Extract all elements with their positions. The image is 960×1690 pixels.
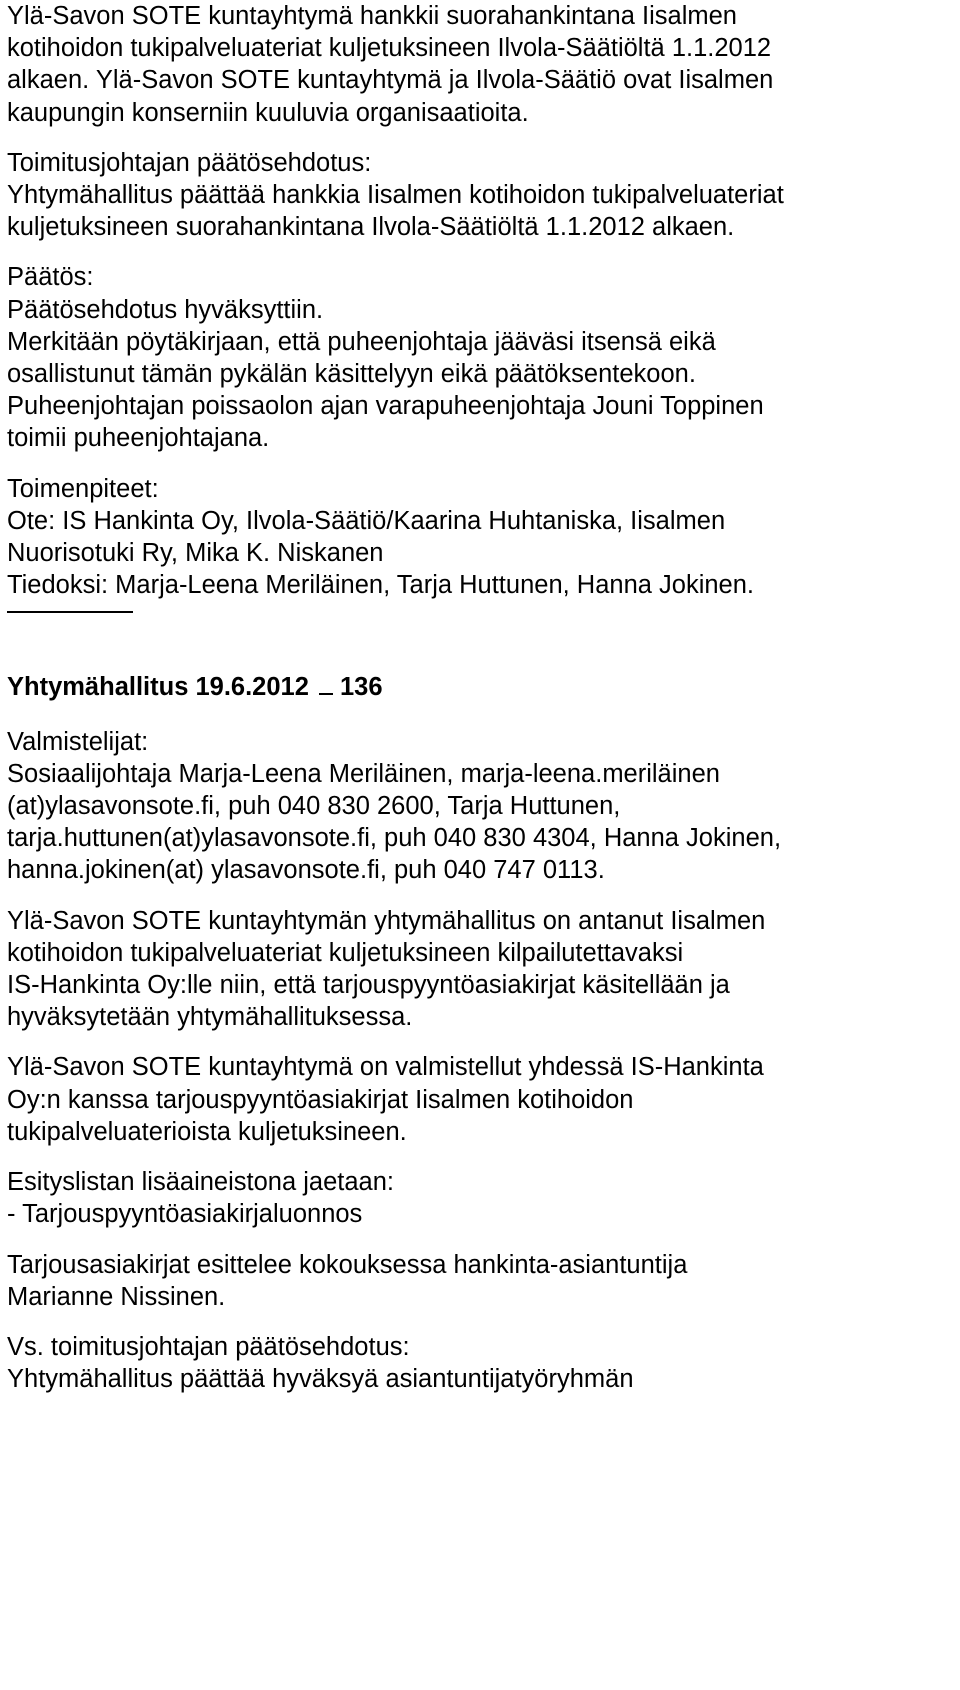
text-line: kotihoidon tukipalveluateriat kuljetuksineen Ilvola-Säätiöltä 1.1.2012: [7, 34, 772, 63]
text-line: Ylä-Savon SOTE kuntayhtymä on valmistellut yhdessä IS-Hankinta: [7, 1053, 764, 1082]
section-heading: Esityslistan lisäaineistona jaetaan:: [7, 1168, 394, 1197]
preparers-section: [7, 726, 952, 887]
section-heading: Päätös:: [7, 263, 94, 292]
text-line: alkaen. Ylä-Savon SOTE kuntayhtymä ja Ilvola-Säätiö ovat Iisalmen: [7, 66, 774, 95]
text-line: Yhtymähallitus päättää hyväksyä asiantuntijatyöryhmän: [7, 1365, 634, 1394]
text-line: IS-Hankinta Oy:lle niin, että tarjouspyyntöasiakirjat käsitellään ja: [7, 971, 730, 1000]
section-heading: Valmistelijat:: [7, 727, 149, 756]
section-number: 136: [340, 673, 383, 702]
text-line: hanna.jokinen(at) ylasavonsote.fi, puh 040 747 0113.: [7, 856, 605, 885]
text-line: Tarjousasiakirjat esittelee kokouksessa hankinta-asiantuntija: [7, 1250, 688, 1279]
text-line: Ote: IS Hankinta Oy, Ilvola-Säätiö/Kaarina Huhtaniska, Iisalmen: [7, 506, 726, 535]
paragraph-1: [7, 905, 952, 1034]
paragraph-3: [7, 1249, 952, 1313]
section-heading: Toimitusjohtajan päätösehdotus:: [7, 148, 372, 177]
text-line: Ylä-Savon SOTE kuntayhtymän yhtymähallitus on antanut Iisalmen: [7, 906, 766, 935]
list-item: - Tarjouspyyntöasiakirjaluonnos: [7, 1200, 363, 1229]
attachments-section: [7, 1166, 952, 1230]
text-line: Puheenjohtajan poissaolon ajan varapuheenjohtaja Jouni Toppinen: [7, 392, 764, 421]
text-line: Merkitään pöytäkirjaan, että puheenjohtaja jääväsi itsensä eikä: [7, 327, 716, 356]
text-line: Päätösehdotus hyväksyttiin.: [7, 295, 324, 324]
text-line: Yhtymähallitus päättää hankkia Iisalmen kotihoidon tukipalveluateriat: [7, 181, 784, 210]
meeting-title: Yhtymähallitus 19.6.2012: [7, 673, 309, 702]
text-line: toimii puheenjohtajana.: [7, 424, 270, 453]
section-heading: Vs. toimitusjohtajan päätösehdotus:: [7, 1332, 410, 1361]
text-line: Oy:n kanssa tarjouspyyntöasiakirjat Iisalmen kotihoidon: [7, 1085, 634, 1114]
text-line: osallistunut tämän pykälän käsittelyyn eikä päätöksentekoon.: [7, 360, 696, 389]
text-line: Sosiaalijohtaja Marja-Leena Meriläinen, marja-leena.meriläinen: [7, 759, 720, 788]
section-divider: [7, 611, 133, 613]
proposal-section: [7, 147, 952, 244]
text-line: Nuorisotuki Ry, Mika K. Niskanen: [7, 539, 384, 568]
acting-proposal-section: [7, 1331, 952, 1395]
text-line: Tiedoksi: Marja-Leena Meriläinen, Tarja Huttunen, Hanna Jokinen.: [7, 571, 754, 600]
actions-section: [7, 473, 952, 602]
text-line: Ylä-Savon SOTE kuntayhtymä hankkii suorahankintana Iisalmen: [7, 2, 737, 30]
underscore-mark: [319, 675, 333, 695]
text-line: kaupungin konserniin kuuluvia organisaatioita.: [7, 98, 529, 127]
intro-paragraph: [7, 0, 952, 129]
text-line: hyväksytetään yhtymähallituksessa.: [7, 1003, 413, 1032]
meeting-heading: [7, 671, 952, 703]
text-line: tukipalveluaterioista kuljetuksineen.: [7, 1117, 407, 1146]
text-line: kotihoidon tukipalveluateriat kuljetuksineen kilpailutettavaksi: [7, 938, 684, 967]
paragraph-2: [7, 1051, 952, 1148]
text-line: Marianne Nissinen.: [7, 1282, 226, 1311]
text-line: kuljetuksineen suorahankintana Ilvola-Säätiöltä 1.1.2012 alkaen.: [7, 213, 735, 242]
text-line: tarja.huttunen(at)ylasavonsote.fi, puh 040 830 4304, Hanna Jokinen,: [7, 824, 782, 853]
decision-section: [7, 261, 952, 454]
section-heading: Toimenpiteet:: [7, 474, 159, 503]
text-line: (at)ylasavonsote.fi, puh 040 830 2600, Tarja Huttunen,: [7, 792, 621, 821]
